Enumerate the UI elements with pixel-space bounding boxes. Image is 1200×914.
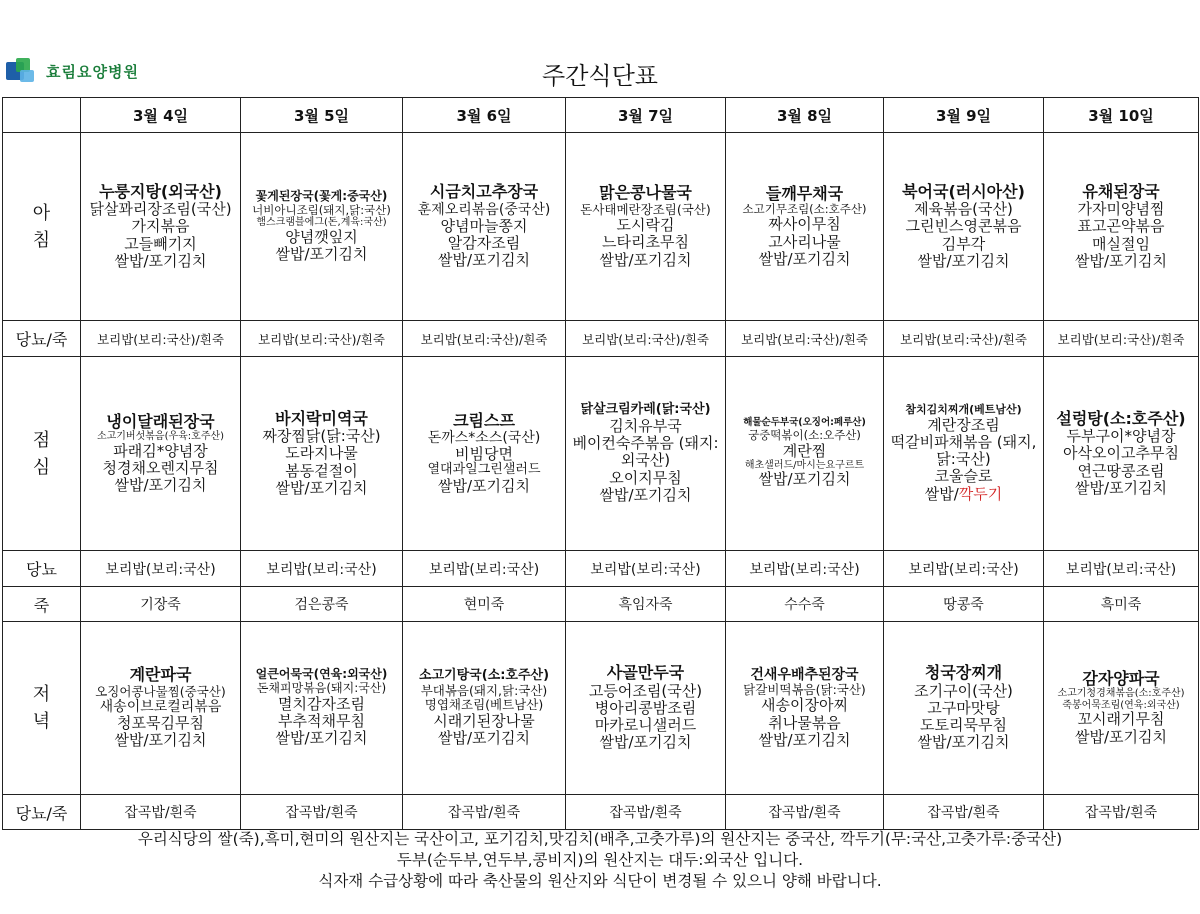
menu-item: 감자양파국	[1082, 669, 1160, 689]
menu-item: 조기구이(국산)	[914, 681, 1013, 700]
menu-item: 고들빼기지	[124, 234, 197, 253]
menu-cell	[884, 357, 1044, 551]
menu-item: 죽봉어묵조림(연육:외국산)	[1062, 699, 1180, 711]
menu-item: 제육볶음(국산)	[914, 200, 1013, 219]
menu-item: 돈까스*소스(국산)	[427, 429, 541, 446]
menu-item: 해물순두부국(오징어:페루산)	[743, 417, 866, 429]
menu-item: 쌀밥/포기김치	[599, 733, 692, 752]
special-diet: 잡곡밥/흰죽	[884, 795, 1044, 830]
menu-item: 건새우배추된장국	[750, 666, 859, 683]
menu-item: 양념마늘쫑지	[440, 216, 528, 235]
menu-item: 알감자조림	[447, 234, 521, 253]
menu-item: 아삭오이고추무침	[1063, 444, 1179, 463]
menu-item: 설렁탕(소:호주산)	[1056, 408, 1186, 428]
menu-item: 오징어콩나물찜(중국산)	[95, 683, 226, 699]
menu-item: 꽃게된장국(꽃게:중국산)	[255, 188, 388, 203]
menu-item: 쌀밥/포기김치	[438, 477, 530, 496]
date-header: 3월 7일	[566, 98, 726, 133]
menu-item: 바지락미역국	[275, 408, 368, 428]
menu-item: 쌀밥/포기김치	[114, 251, 207, 270]
menu-cell	[81, 133, 241, 321]
menu-item: 시금치고추장국	[429, 182, 539, 202]
diet-label: 당뇨/죽	[3, 321, 81, 357]
diet-label: 당뇨/죽	[3, 795, 81, 830]
menu-cell	[1044, 622, 1199, 795]
menu-cell	[1044, 357, 1199, 551]
menu-cell	[566, 357, 726, 551]
date-header: 3월 9일	[884, 98, 1044, 133]
menu-cell	[241, 622, 403, 795]
special-diet: 검은콩죽	[241, 587, 403, 622]
menu-item: 가자미양념찜	[1077, 200, 1165, 219]
menu-item: 시래기된장나물	[433, 711, 535, 730]
menu-cell	[726, 133, 884, 321]
special-diet: 기장죽	[81, 587, 241, 622]
menu-item: 쌀밥/포기김치	[438, 728, 530, 747]
menu-item: 명엽채조림(베트남산)	[424, 697, 544, 713]
menu-item: 베이컨숙주볶음 (돼지:외국산)	[572, 434, 719, 470]
menu-item: 해초샐러드/마시는요구르트	[744, 459, 865, 471]
special-diet: 보리밥(보리:국산)/흰죽	[1044, 321, 1199, 357]
date-header-row	[3, 98, 1199, 133]
menu-item: 쌀밥/포기김치	[599, 250, 692, 269]
menu-item: 짜사이무침	[768, 215, 841, 234]
special-diet: 잡곡밥/흰죽	[81, 795, 241, 830]
menu-cell	[566, 133, 726, 321]
special-diet: 흑미죽	[1044, 587, 1199, 622]
date-header: 3월 5일	[241, 98, 403, 133]
menu-item: 들깨무채국	[765, 183, 844, 203]
menu-item: 쌀밥/포기김치	[1075, 478, 1167, 497]
menu-item: 가지볶음	[131, 217, 190, 236]
menu-item: 돈사태메란장조림(국산)	[580, 201, 711, 217]
date-header: 3월 8일	[726, 98, 884, 133]
menu-item: 취나물볶음	[768, 713, 841, 732]
menu-item: 김치유부국	[609, 416, 682, 435]
menu-item: 쌀밥/포기김치	[917, 733, 1010, 752]
menu-item: 참치김치찌개(베트남산)	[905, 403, 1022, 417]
menu-item: 너비아니조림(돼지,닭:국산)	[252, 202, 391, 217]
menu-item: 쌀밥/포기김치	[599, 485, 692, 504]
menu-item: 도시락김	[616, 216, 675, 234]
note-line: 우리식당의 쌀(죽),흑미,현미의 원산지는 국산이고, 포기김치,맛김치(배추,고춧가루)의 원산지는 중국산, 깍두기(무:국산,고춧가루:중국산)	[137, 830, 1063, 848]
special-diet: 보리밥(보리:국산)/흰죽	[403, 321, 566, 357]
menu-item: 파래김*양념장	[113, 441, 208, 460]
special-diet: 보리밥(보리:국산)/흰죽	[566, 321, 726, 357]
menu-item: 쌀밥/포기김치	[114, 476, 207, 495]
special-diet: 보리밥(보리:국산)	[726, 551, 884, 587]
menu-item: 쌀밥/포기김치	[275, 729, 368, 748]
menu-cell	[403, 622, 566, 795]
menu-item: 쌀밥/포기김치	[1075, 251, 1167, 270]
menu-item: 유채된장국	[1082, 181, 1160, 201]
menu-item: 그린빈스영콘볶음	[905, 217, 1022, 236]
menu-item: 맑은콩나물국	[599, 183, 692, 203]
menu-item: 쌀밥/깍두기	[924, 484, 1003, 503]
menu-item: 멸치감자조림	[278, 694, 365, 713]
menu-item: 열대과일그린샐러드	[427, 462, 541, 478]
menu-item: 돈채피망볶음(돼지:국산)	[256, 681, 387, 696]
special-diet: 보리밥(보리:국산)/흰죽	[81, 321, 241, 357]
menu-item: 떡갈비파채볶음 (돼지,닭:국산)	[890, 432, 1037, 469]
menu-item: 두부구이*양념장	[1066, 427, 1176, 446]
menu-cell	[1044, 133, 1199, 321]
special-diet: 보리밥(보리:국산)	[566, 551, 726, 587]
menu-item: 고구마맛탕	[927, 698, 1000, 717]
menu-item: 짜장찜닭(닭:국산)	[262, 427, 381, 446]
menu-item: 청경채오렌지무침	[102, 458, 219, 477]
menu-item: 누룽지탕(외국산)	[99, 181, 222, 201]
menu-item: 얼큰어묵국(연육:외국산)	[255, 667, 388, 682]
menu-cell	[81, 357, 241, 551]
menu-item: 양념깻잎지	[285, 227, 358, 246]
menu-item: 고사리나물	[768, 232, 841, 251]
note-line: 식자재 수급상황에 따라 축산물의 원산지와 식단이 변경될 수 있으니 양해 바랍니다.	[318, 872, 882, 890]
menu-item: 계란찜	[782, 441, 827, 460]
meal-label-breakfast: 아 침	[3, 133, 81, 321]
menu-cell	[884, 622, 1044, 795]
menu-item: 병아리콩밤조림	[594, 698, 697, 717]
menu-item: 쌀밥/포기김치	[438, 251, 530, 270]
special-diet: 잡곡밥/흰죽	[403, 795, 566, 830]
menu-item: 사골만두국	[606, 663, 685, 683]
menu-item: 쌀밥/포기김치	[758, 730, 851, 749]
menu-item: 닭살크림카레(닭:국산)	[580, 401, 711, 417]
menu-item: 쌀밥/포기김치	[275, 244, 368, 263]
dinner-row	[3, 622, 1199, 795]
special-diet: 보리밥(보리:국산)	[81, 551, 241, 587]
menu-item: 새송이브로컬리볶음	[99, 699, 222, 716]
special-diet: 보리밥(보리:국산)	[884, 551, 1044, 587]
menu-item: 냉이달래된장국	[106, 411, 215, 431]
menu-item: 닭갈비떡볶음(닭:국산)	[743, 681, 866, 697]
menu-item: 봄동겉절이	[285, 461, 358, 480]
menu-item: 소고기무조림(소:호주산)	[742, 202, 867, 217]
meal-label-dinner: 저 녁	[3, 622, 81, 795]
menu-cell	[566, 622, 726, 795]
menu-item: 크림스프	[453, 410, 515, 430]
menu-item: 부대볶음(돼지,닭:국산)	[420, 682, 548, 698]
menu-item: 도라지나물	[285, 444, 358, 463]
menu-item: 매실절임	[1092, 234, 1150, 253]
dinner-special-row	[3, 795, 1199, 830]
menu-item: 쌀밥/포기김치	[758, 470, 851, 489]
menu-item: 계란장조림	[927, 415, 1000, 434]
lunch-row	[3, 357, 1199, 551]
special-diet: 땅콩죽	[884, 587, 1044, 622]
menu-item: 꼬시래기무침	[1077, 710, 1165, 729]
menu-item: 궁중떡볶이(소:오주산)	[748, 428, 861, 443]
menu-cell	[403, 133, 566, 321]
menu-item: 쌀밥/포기김치	[917, 251, 1010, 270]
menu-item: 쌀밥/포기김치	[758, 249, 851, 268]
diet-label: 죽	[3, 587, 81, 622]
menu-cell	[241, 357, 403, 551]
menu-item: 도토리묵무침	[920, 716, 1007, 735]
special-diet: 현미죽	[403, 587, 566, 622]
menu-item: 새송이장아찌	[761, 696, 848, 715]
menu-item: 연근땅콩조림	[1077, 461, 1165, 480]
kkakdugi-highlight: 깍두기	[958, 484, 1003, 503]
special-diet: 보리밥(보리:국산)/흰죽	[884, 321, 1044, 357]
menu-item: 쌀밥/포기김치	[1075, 727, 1167, 746]
special-diet: 보리밥(보리:국산)	[1044, 551, 1199, 587]
menu-item: 느타리초무침	[602, 233, 689, 252]
menu-item: 훈제오리볶음(중국산)	[417, 201, 551, 218]
special-diet: 보리밥(보리:국산)/흰죽	[726, 321, 884, 357]
hospital-name: 효림요양병원	[46, 62, 139, 81]
date-header: 3월 6일	[403, 98, 566, 133]
special-diet: 보리밥(보리:국산)/흰죽	[241, 321, 403, 357]
menu-item: 쌀밥/포기김치	[275, 478, 368, 497]
menu-cell	[884, 133, 1044, 321]
date-header: 3월 4일	[81, 98, 241, 133]
menu-item: 쌀밥/포기김치	[114, 731, 207, 750]
menu-item: 청국장찌개	[924, 663, 1003, 683]
special-diet: 수수죽	[726, 587, 884, 622]
menu-item: 김부각	[941, 234, 986, 253]
menu-cell	[726, 357, 884, 551]
lunch-diabetic-row	[3, 551, 1199, 587]
lunch-porridge-row	[3, 587, 1199, 622]
menu-item: 표고곤약볶음	[1077, 217, 1165, 236]
menu-item: 소고기청경채볶음(소:호주산)	[1057, 688, 1185, 700]
page-title: 주간식단표	[542, 62, 658, 90]
special-diet: 보리밥(보리:국산)	[403, 551, 566, 587]
menu-cell	[81, 622, 241, 795]
menu-cell	[403, 357, 566, 551]
menu-item: 오이지무침	[609, 468, 682, 487]
menu-item: 북어국(러시아산)	[902, 181, 1025, 201]
breakfast-special-row	[3, 321, 1199, 357]
menu-item: 햄스크램블에그(돈,계육:국산)	[256, 217, 387, 228]
breakfast-row	[3, 133, 1199, 321]
header-corner	[3, 98, 81, 133]
special-diet: 잡곡밥/흰죽	[726, 795, 884, 830]
menu-item: 소고기탕국(소:호주산)	[418, 667, 550, 683]
weekly-menu-table	[2, 97, 1199, 830]
menu-item: 고등어조림(국산)	[588, 681, 703, 700]
special-diet: 잡곡밥/흰죽	[566, 795, 726, 830]
meal-label-lunch: 점 심	[3, 357, 81, 551]
special-diet: 흑임자죽	[566, 587, 726, 622]
diet-label: 당뇨	[3, 551, 81, 587]
menu-item: 부추적채무침	[278, 712, 365, 731]
date-header: 3월 10일	[1044, 98, 1199, 133]
menu-cell	[726, 622, 884, 795]
menu-cell	[241, 133, 403, 321]
special-diet: 보리밥(보리:국산)	[241, 551, 403, 587]
menu-item: 계란파국	[129, 665, 192, 685]
note-line: 두부(순두부,연두부,콩비지)의 원산지는 대두:외국산 입니다.	[396, 851, 804, 869]
menu-item: 코울슬로	[934, 467, 993, 486]
menu-item: 소고기버섯볶음(우육:호주산)	[96, 431, 225, 443]
origin-notes	[0, 829, 1200, 892]
special-diet: 잡곡밥/흰죽	[1044, 795, 1199, 830]
special-diet: 잡곡밥/흰죽	[241, 795, 403, 830]
menu-item: 마카로니샐러드	[594, 716, 697, 735]
menu-item: 청포묵김무침	[117, 714, 204, 733]
menu-item: 닭살꽈리장조림(국산)	[89, 200, 232, 219]
menu-item: 비빔당면	[455, 445, 513, 464]
